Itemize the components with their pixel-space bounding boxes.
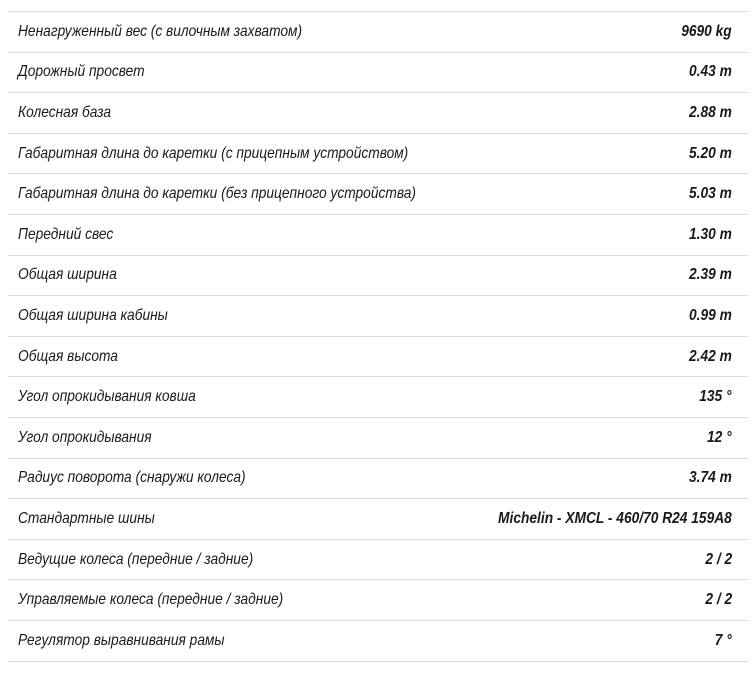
table-row [8, 296, 748, 337]
spec-value: 3.74 m [689, 469, 732, 487]
spec-label: Радиус поворота (снаружи колеса) [18, 469, 246, 487]
table-row [8, 256, 748, 297]
spec-value: 2 / 2 [705, 550, 732, 568]
spec-value: 2.88 m [689, 103, 732, 121]
spec-value: Michelin - XMCL - 460/70 R24 159A8 [498, 509, 732, 527]
spec-value: 2.39 m [689, 266, 732, 284]
table-row [8, 12, 748, 53]
table-row [8, 134, 748, 175]
spec-label: Габаритная длина до каретки (с прицепным устройством) [18, 144, 409, 162]
table-row [8, 337, 748, 378]
specifications-table [8, 12, 748, 662]
spec-label: Регулятор выравнивания рамы [18, 631, 225, 649]
spec-label: Управляемые колеса (передние / задние) [18, 591, 284, 609]
spec-label: Общая ширина кабины [18, 306, 168, 324]
spec-value: 2.42 m [689, 347, 732, 365]
spec-label: Колесная база [18, 103, 111, 121]
spec-value: 12 ° [707, 428, 732, 446]
spec-value: 0.99 m [689, 306, 732, 324]
spec-label: Стандартные шины [18, 509, 155, 527]
spec-label: Общая высота [18, 347, 118, 365]
spec-label: Угол опрокидывания ковша [18, 388, 196, 406]
table-row [8, 53, 748, 94]
spec-value: 7 ° [715, 631, 732, 649]
table-row [8, 540, 748, 581]
spec-value: 5.20 m [689, 144, 732, 162]
table-row [8, 174, 748, 215]
spec-label: Габаритная длина до каретки (без прицепного устройства) [18, 185, 416, 203]
spec-label: Ведущие колеса (передние / задние) [18, 550, 254, 568]
table-row [8, 499, 748, 540]
table-row [8, 580, 748, 621]
table-row [8, 93, 748, 134]
table-row [8, 621, 748, 662]
table-row [8, 418, 748, 459]
spec-value: 5.03 m [689, 185, 732, 203]
spec-label: Ненагруженный вес (с вилочным захватом) [18, 22, 303, 40]
spec-value: 1.30 m [689, 225, 732, 243]
spec-value: 0.43 m [689, 63, 732, 81]
spec-label: Общая ширина [18, 266, 117, 284]
spec-label: Угол опрокидывания [18, 428, 152, 446]
spec-value: 135 ° [699, 388, 732, 406]
spec-value: 2 / 2 [705, 591, 732, 609]
spec-value: 9690 kg [681, 22, 732, 40]
table-row [8, 215, 748, 256]
spec-label: Передний свес [18, 225, 114, 243]
table-row [8, 377, 748, 418]
table-row [8, 459, 748, 500]
spec-label: Дорожный просвет [18, 63, 145, 81]
